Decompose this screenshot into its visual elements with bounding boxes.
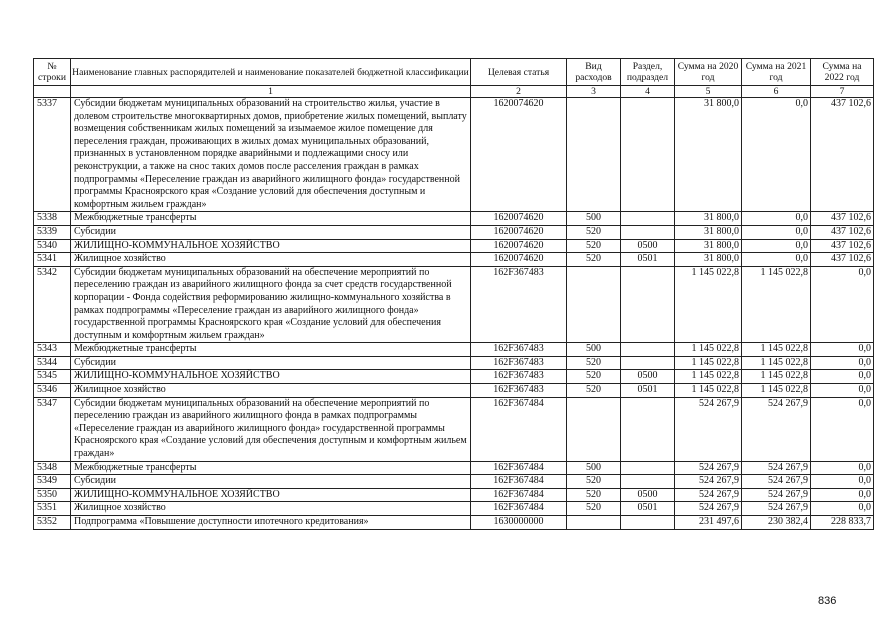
row-number-cell: 5351 (34, 502, 71, 516)
section-cell: 0500 (621, 488, 675, 502)
row-number-cell: 5342 (34, 266, 71, 343)
header-sum-2020: Сумма на 2020 год (675, 59, 742, 86)
table-row (34, 370, 874, 384)
column-number: 5 (675, 86, 742, 98)
target-article-cell: 162F367483 (471, 370, 567, 384)
row-number-cell: 5352 (34, 516, 71, 530)
item-name-cell: Субсидии бюджетам муниципальных образований на строительство жилья, участие в долевом строительстве многоквартирных домов, приобретение жилых помещений, выплату возмещения собственникам жилых помещений за изымаемое жилое помещение для переселения граждан, проживающих в жилых домах муниципальных образований, признанных в установленном порядке аварийными и подлежащими сносу или реконструкции, а также на снос таких домов после расселения граждан в рамках подпрограммы «Переселение граждан из аварийного жилищного фонда» государственной программы Красноярского края «Создание условий для обеспечения доступным и комфортным жильем граждан» (71, 98, 471, 212)
item-name-cell: Субсидии бюджетам муниципальных образований на обеспечение мероприятий по переселению граждан из аварийного жилищного фонда в рамках подпрограммы «Переселение граждан из аварийного жилищного фонда» государственной программы Красноярского края «Создание условий для обеспечения доступным и комфортным жильем граждан» (71, 397, 471, 461)
table-row (34, 343, 874, 357)
sum-2021-cell: 524 267,9 (742, 488, 811, 502)
header-expense-type: Вид расходов (567, 59, 621, 86)
section-cell (621, 461, 675, 475)
row-number-cell: 5339 (34, 225, 71, 239)
item-name-cell: Межбюджетные трансферты (71, 461, 471, 475)
column-number: 2 (471, 86, 567, 98)
column-number (34, 86, 71, 98)
target-article-cell: 162F367483 (471, 356, 567, 370)
sum-2020-cell: 1 145 022,8 (675, 356, 742, 370)
section-cell (621, 356, 675, 370)
expense-type-cell: 520 (567, 239, 621, 253)
sum-2021-cell: 524 267,9 (742, 475, 811, 489)
sum-2020-cell: 31 800,0 (675, 253, 742, 267)
sum-2022-cell: 0,0 (811, 475, 874, 489)
section-cell (621, 98, 675, 212)
expense-type-cell: 500 (567, 461, 621, 475)
row-number-cell: 5345 (34, 370, 71, 384)
target-article-cell: 1620074620 (471, 239, 567, 253)
section-cell (621, 516, 675, 530)
sum-2020-cell: 524 267,9 (675, 397, 742, 461)
sum-2022-cell: 437 102,6 (811, 239, 874, 253)
sum-2021-cell: 1 145 022,8 (742, 370, 811, 384)
sum-2020-cell: 1 145 022,8 (675, 370, 742, 384)
sum-2020-cell: 31 800,0 (675, 225, 742, 239)
item-name-cell: Межбюджетные трансферты (71, 212, 471, 226)
sum-2022-cell: 0,0 (811, 384, 874, 398)
expense-type-cell: 520 (567, 370, 621, 384)
item-name-cell: Субсидии бюджетам муниципальных образований на обеспечение мероприятий по переселению граждан из аварийного жилищного фонда за счет средств государственной корпорации - Фонда содействия реформированию жилищно-коммунального хозяйства в рамках подпрограммы «Переселение граждан из аварийного жилищного фонда» государственной программы Красноярского края «Создание условий для обеспечения доступным и комфортным жильем граждан» (71, 266, 471, 343)
section-cell: 0501 (621, 384, 675, 398)
column-number-row (34, 86, 874, 98)
sum-2020-cell: 524 267,9 (675, 488, 742, 502)
sum-2021-cell: 1 145 022,8 (742, 384, 811, 398)
row-number-cell: 5347 (34, 397, 71, 461)
target-article-cell: 162F367483 (471, 384, 567, 398)
item-name-cell: Субсидии (71, 225, 471, 239)
sum-2022-cell: 228 833,7 (811, 516, 874, 530)
expense-type-cell: 520 (567, 356, 621, 370)
expense-type-cell: 500 (567, 343, 621, 357)
row-number-cell: 5337 (34, 98, 71, 212)
sum-2020-cell: 1 145 022,8 (675, 266, 742, 343)
sum-2022-cell: 437 102,6 (811, 212, 874, 226)
sum-2020-cell: 524 267,9 (675, 461, 742, 475)
sum-2021-cell: 1 145 022,8 (742, 356, 811, 370)
header-row (34, 59, 874, 86)
column-number: 6 (742, 86, 811, 98)
target-article-cell: 162F367484 (471, 397, 567, 461)
budget-table (33, 58, 874, 530)
header-sum-2021: Сумма на 2021 год (742, 59, 811, 86)
row-number-cell: 5341 (34, 253, 71, 267)
item-name-cell: Подпрограмма «Повышение доступности ипотечного кредитования» (71, 516, 471, 530)
item-name-cell: Жилищное хозяйство (71, 384, 471, 398)
page-number: 836 (818, 595, 837, 607)
target-article-cell: 162F367483 (471, 266, 567, 343)
sum-2021-cell: 0,0 (742, 253, 811, 267)
sum-2020-cell: 31 800,0 (675, 212, 742, 226)
sum-2022-cell: 437 102,6 (811, 98, 874, 212)
sum-2022-cell: 0,0 (811, 356, 874, 370)
table-row (34, 397, 874, 461)
table-row (34, 212, 874, 226)
sum-2022-cell: 0,0 (811, 266, 874, 343)
sum-2020-cell: 524 267,9 (675, 475, 742, 489)
sum-2022-cell: 0,0 (811, 397, 874, 461)
expense-type-cell: 520 (567, 502, 621, 516)
expense-type-cell: 520 (567, 488, 621, 502)
sum-2021-cell: 0,0 (742, 212, 811, 226)
sum-2022-cell: 0,0 (811, 488, 874, 502)
section-cell (621, 475, 675, 489)
sum-2022-cell: 437 102,6 (811, 225, 874, 239)
table-row (34, 384, 874, 398)
expense-type-cell: 520 (567, 384, 621, 398)
target-article-cell: 162F367484 (471, 475, 567, 489)
column-number: 7 (811, 86, 874, 98)
target-article-cell: 162F367484 (471, 502, 567, 516)
sum-2021-cell: 1 145 022,8 (742, 266, 811, 343)
column-number: 4 (621, 86, 675, 98)
row-number-cell: 5340 (34, 239, 71, 253)
row-number-cell: 5343 (34, 343, 71, 357)
row-number-cell: 5349 (34, 475, 71, 489)
item-name-cell: ЖИЛИЩНО-КОММУНАЛЬНОЕ ХОЗЯЙСТВО (71, 239, 471, 253)
section-cell (621, 212, 675, 226)
expense-type-cell: 520 (567, 475, 621, 489)
sum-2022-cell: 0,0 (811, 343, 874, 357)
item-name-cell: Межбюджетные трансферты (71, 343, 471, 357)
row-number-cell: 5348 (34, 461, 71, 475)
expense-type-cell (567, 266, 621, 343)
expense-type-cell: 520 (567, 253, 621, 267)
expense-type-cell: 520 (567, 225, 621, 239)
table-row (34, 461, 874, 475)
table-row (34, 488, 874, 502)
sum-2020-cell: 31 800,0 (675, 98, 742, 212)
item-name-cell: Субсидии (71, 475, 471, 489)
item-name-cell: ЖИЛИЩНО-КОММУНАЛЬНОЕ ХОЗЯЙСТВО (71, 370, 471, 384)
table-row (34, 266, 874, 343)
table-row (34, 502, 874, 516)
sum-2020-cell: 524 267,9 (675, 502, 742, 516)
item-name-cell: ЖИЛИЩНО-КОММУНАЛЬНОЕ ХОЗЯЙСТВО (71, 488, 471, 502)
row-number-cell: 5344 (34, 356, 71, 370)
table-row (34, 356, 874, 370)
section-cell: 0500 (621, 370, 675, 384)
section-cell: 0501 (621, 253, 675, 267)
target-article-cell: 1620074620 (471, 253, 567, 267)
table-row (34, 239, 874, 253)
sum-2020-cell: 1 145 022,8 (675, 343, 742, 357)
sum-2022-cell: 0,0 (811, 502, 874, 516)
column-number: 1 (71, 86, 471, 98)
row-number-cell: 5350 (34, 488, 71, 502)
table-row (34, 475, 874, 489)
sum-2022-cell: 0,0 (811, 461, 874, 475)
section-cell (621, 225, 675, 239)
header-sum-2022: Сумма на 2022 год (811, 59, 874, 86)
sum-2021-cell: 1 145 022,8 (742, 343, 811, 357)
expense-type-cell: 500 (567, 212, 621, 226)
sum-2021-cell: 524 267,9 (742, 461, 811, 475)
target-article-cell: 1620074620 (471, 225, 567, 239)
table-row (34, 516, 874, 530)
target-article-cell: 162F367484 (471, 461, 567, 475)
section-cell: 0501 (621, 502, 675, 516)
sum-2021-cell: 0,0 (742, 225, 811, 239)
item-name-cell: Субсидии (71, 356, 471, 370)
row-number-cell: 5338 (34, 212, 71, 226)
sum-2021-cell: 230 382,4 (742, 516, 811, 530)
expense-type-cell (567, 98, 621, 212)
sum-2020-cell: 31 800,0 (675, 239, 742, 253)
header-name: Наименование главных распорядителей и наименование показателей бюджетной классификации (71, 59, 471, 86)
table-row (34, 98, 874, 212)
header-section: Раздел, подраздел (621, 59, 675, 86)
column-number: 3 (567, 86, 621, 98)
sum-2021-cell: 0,0 (742, 239, 811, 253)
sum-2021-cell: 524 267,9 (742, 397, 811, 461)
expense-type-cell (567, 516, 621, 530)
item-name-cell: Жилищное хозяйство (71, 502, 471, 516)
target-article-cell: 1620074620 (471, 98, 567, 212)
target-article-cell: 1630000000 (471, 516, 567, 530)
sum-2021-cell: 0,0 (742, 98, 811, 212)
row-number-cell: 5346 (34, 384, 71, 398)
target-article-cell: 162F367483 (471, 343, 567, 357)
section-cell: 0500 (621, 239, 675, 253)
sum-2020-cell: 231 497,6 (675, 516, 742, 530)
target-article-cell: 1620074620 (471, 212, 567, 226)
item-name-cell: Жилищное хозяйство (71, 253, 471, 267)
target-article-cell: 162F367484 (471, 488, 567, 502)
section-cell (621, 266, 675, 343)
section-cell (621, 397, 675, 461)
expense-type-cell (567, 397, 621, 461)
section-cell (621, 343, 675, 357)
sum-2021-cell: 524 267,9 (742, 502, 811, 516)
sum-2022-cell: 0,0 (811, 370, 874, 384)
sum-2020-cell: 1 145 022,8 (675, 384, 742, 398)
header-row-number: № строки (34, 59, 71, 86)
table-row (34, 253, 874, 267)
header-target-article: Целевая статья (471, 59, 567, 86)
table-row (34, 225, 874, 239)
sum-2022-cell: 437 102,6 (811, 253, 874, 267)
